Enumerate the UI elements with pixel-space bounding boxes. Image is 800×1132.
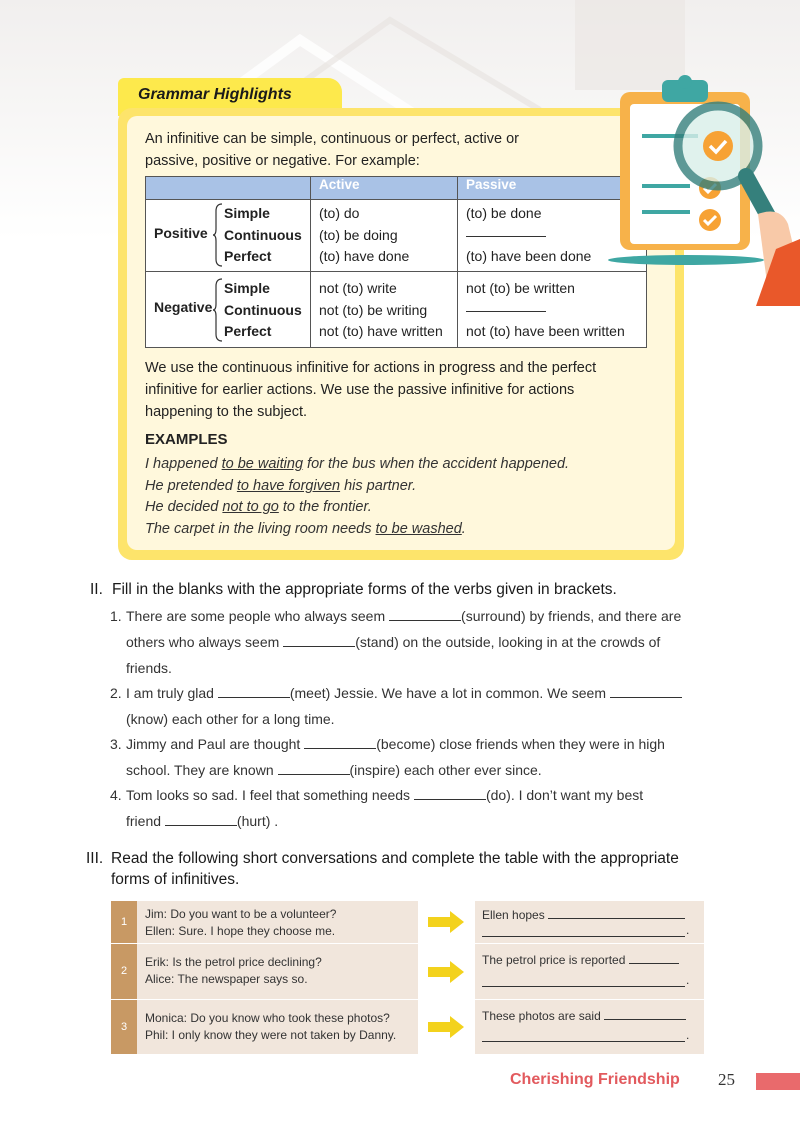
row-head-negative [146, 272, 311, 348]
exercise-item [110, 782, 710, 834]
passive-value: not (to) have been written [466, 323, 625, 339]
blank-input[interactable] [165, 811, 237, 826]
form-list [224, 278, 302, 343]
item-number: 4. [110, 787, 122, 803]
table-header-passive: Passive [458, 177, 647, 200]
exercise-item [110, 680, 710, 732]
passive-value: (to) have been done [466, 248, 592, 264]
blank-input[interactable] [414, 785, 486, 800]
answer-cell: These photos are said . [475, 1000, 704, 1054]
item-body: I am truly glad (meet) Jessie. We have a lot in common. We seem (know) each other for a long time. [126, 680, 716, 732]
blank-input[interactable] [218, 683, 290, 698]
row-number: 2 [111, 944, 137, 999]
item-body: There are some people who always seem (surround) by friends, and there are others who always seem (stand) on the outside, looking in at the crowds of friends. [126, 608, 682, 676]
active-value: (to) do [319, 205, 360, 221]
table-header-active: Active [311, 177, 458, 200]
item-number: 3. [110, 736, 122, 752]
answer-blank[interactable] [548, 907, 685, 919]
form-continuous: Continuous [224, 301, 302, 318]
form-perfect: Perfect [224, 323, 272, 339]
examples-heading: EXAMPLES [145, 431, 228, 448]
answer-cell: Ellen hopes . [475, 901, 704, 943]
usage-line: happening to the subject. [145, 404, 308, 420]
arrow-cell [418, 944, 475, 999]
section-number: II. [90, 581, 103, 598]
form-perfect: Perfect [224, 248, 272, 264]
example-sentence: The carpet in the living room needs to be washed. [145, 521, 466, 537]
example-sentence: He decided not to go to the frontier. [145, 499, 372, 515]
section-title: Read the following short conversations and complete the table with the appropriate [111, 850, 679, 867]
dialogue-line: Phil: I only know they were not taken by Danny. [145, 1028, 397, 1042]
section-title: Fill in the blanks with the appropriate forms of the verbs given in brackets. [112, 581, 617, 598]
conversation-cell [137, 1000, 418, 1054]
answer-blank[interactable] [482, 1041, 685, 1042]
clipboard-magnifier-illustration [598, 74, 800, 306]
usage-line: infinitive for earlier actions. We use the passive infinitive for actions [145, 382, 575, 398]
right-arrow-icon [418, 944, 475, 999]
row-label: Negative [154, 299, 213, 315]
active-value: not (to) write [319, 280, 397, 296]
conversation-cell [137, 901, 418, 943]
answer-blank[interactable] [629, 952, 679, 964]
active-cell [311, 272, 458, 348]
page-number: 25 [718, 1070, 735, 1089]
grammar-title: Grammar Highlights [138, 86, 292, 103]
exercise-item [110, 603, 710, 681]
table-row-positive [146, 200, 647, 272]
answer-blank[interactable] [482, 986, 685, 987]
active-cell [311, 200, 458, 272]
table-header-row [146, 177, 647, 200]
blank-input[interactable] [389, 606, 461, 621]
exercise-item [110, 731, 710, 783]
active-value: (to) have done [319, 248, 410, 264]
row-number: 3 [111, 1000, 137, 1054]
conversation-cell [137, 944, 418, 999]
section-title: forms of infinitives. [111, 871, 240, 888]
blank-input[interactable] [610, 683, 682, 698]
chapter-title: Cherishing Friendship [510, 1071, 680, 1088]
passive-value: (to) be done [466, 205, 542, 221]
answer-blank[interactable] [482, 936, 685, 937]
table-header-cell [146, 177, 311, 200]
right-arrow-icon [418, 1000, 475, 1054]
answer-cell: The petrol price is reported . [475, 944, 704, 999]
item-number: 2. [110, 685, 122, 701]
row-number: 1 [111, 901, 137, 943]
active-value: (to) be doing [319, 226, 398, 243]
usage-line: We use the continuous infinitive for actions in progress and the perfect [145, 360, 597, 376]
form-simple: Simple [224, 205, 270, 221]
row-label: Positive [154, 225, 208, 241]
dialogue-line: Alice: The newspaper says so. [145, 972, 308, 986]
form-simple: Simple [224, 280, 270, 296]
table-row-negative [146, 272, 647, 348]
intro-line: passive, positive or negative. For example: [145, 153, 420, 169]
right-arrow-icon [418, 901, 475, 943]
blank-input[interactable] [283, 632, 355, 647]
footer-accent-bar [756, 1073, 800, 1090]
dialogue-line: Jim: Do you want to be a volunteer? [145, 907, 337, 921]
curly-brace-icon [212, 203, 224, 267]
blank-line [466, 225, 546, 237]
arrow-cell [418, 1000, 475, 1054]
dialogue-line: Monica: Do you know who took these photos? [145, 1011, 390, 1025]
blank-line [466, 300, 546, 312]
grammar-usage [145, 357, 655, 423]
answer-blank[interactable] [604, 1008, 686, 1020]
item-body: Jimmy and Paul are thought (become) close friends when they were in high school. They are known (inspire) each other ever since. [126, 736, 665, 778]
blank-input[interactable] [278, 760, 350, 775]
section-number: III. [86, 850, 104, 867]
arrow-cell [418, 901, 475, 943]
example-sentence: He pretended to have forgiven his partner. [145, 478, 417, 494]
active-value: not (to) be writing [319, 301, 428, 318]
item-body: Tom looks so sad. I feel that something needs (do). I don’t want my best friend (hurt) . [126, 787, 644, 829]
grammar-intro [145, 128, 655, 172]
infinitive-table [145, 176, 647, 348]
row-head-positive [146, 200, 311, 272]
passive-value: not (to) be written [466, 280, 575, 296]
active-value: not (to) have written [319, 323, 443, 339]
item-number: 1. [110, 608, 122, 624]
example-sentence: I happened to be waiting for the bus when the accident happened. [145, 456, 570, 472]
blank-input[interactable] [304, 734, 376, 749]
form-list [224, 203, 302, 268]
intro-line: An infinitive can be simple, continuous or perfect, active or [145, 131, 519, 147]
dialogue-line: Ellen: Sure. I hope they choose me. [145, 924, 336, 938]
curly-brace-icon [212, 278, 224, 342]
form-continuous: Continuous [224, 226, 302, 243]
dialogue-line: Erik: Is the petrol price declining? [145, 955, 322, 969]
